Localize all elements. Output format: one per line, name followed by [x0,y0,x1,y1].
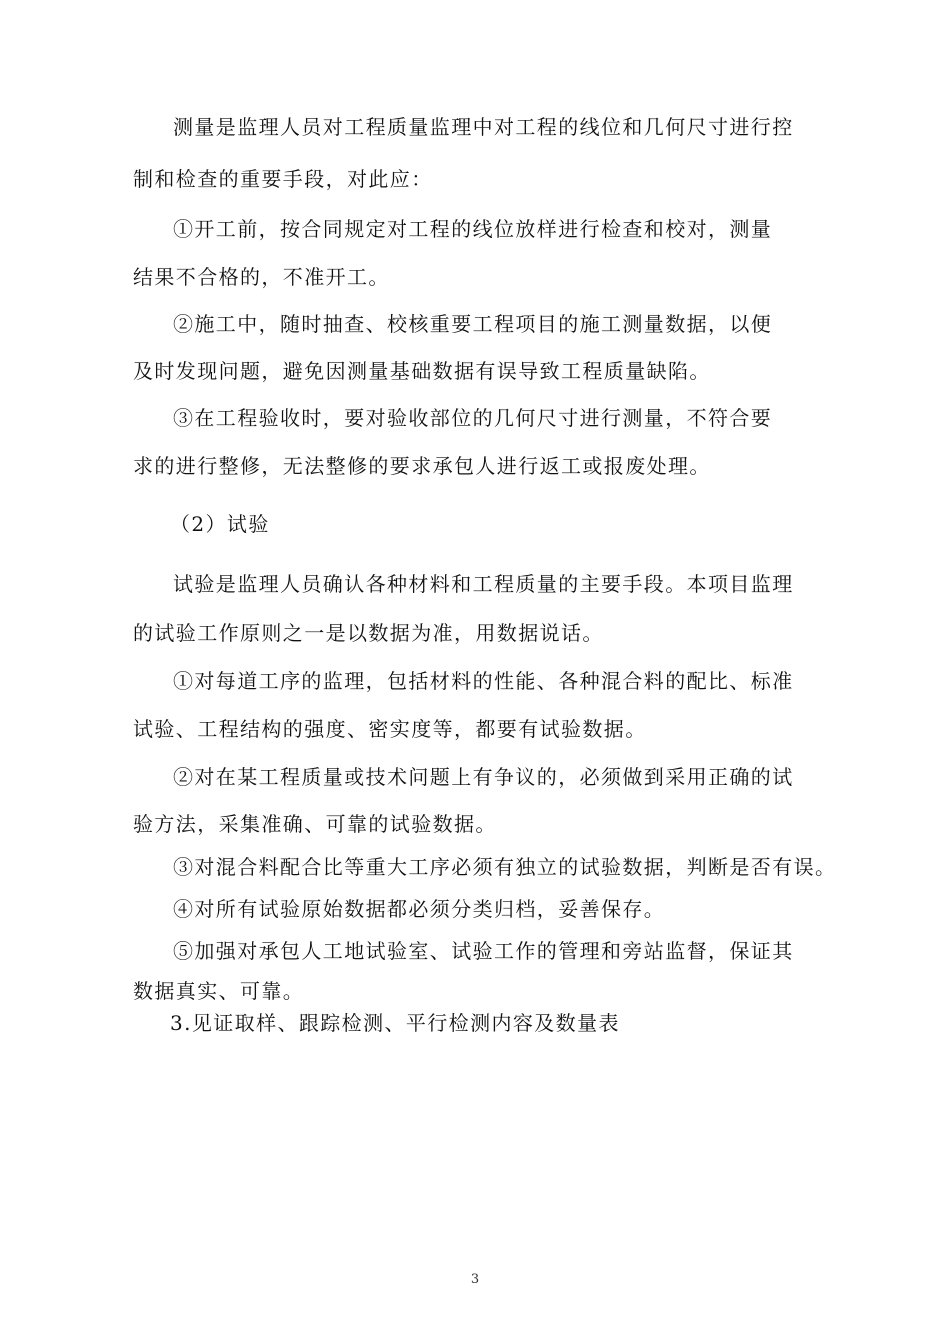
list-item-line: ③在工程验收时，要对验收部位的几何尺寸进行测量，不符合要 [173,406,773,430]
list-item-line: 数据真实、可靠。 [133,979,305,1003]
list-item-line: ③对混合料配合比等重大工序必须有独立的试验数据，判断是否有误。 [173,855,837,879]
list-item-line: 结果不合格的，不准开工。 [133,265,390,289]
page-number: 3 [470,1272,480,1287]
list-item-line: ①对每道工序的监理，包括材料的性能、各种混合料的配比、标准 [173,669,794,693]
list-item-line: ⑤加强对承包人工地试验室、试验工作的管理和旁站监督，保证其 [173,939,794,963]
section-heading: 3.见证取样、跟踪检测、平行检测内容及数量表 [170,1011,620,1035]
list-item-line: ④对所有试验原始数据都必须分类归档，妥善保存。 [173,897,666,921]
list-item-line: 验方法，采集准确、可靠的试验数据。 [133,812,497,836]
paragraph-line: 测量是监理人员对工程质量监理中对工程的线位和几何尺寸进行控 [173,115,794,139]
paragraph-line: 的试验工作原则之一是以数据为准，用数据说话。 [133,621,604,645]
paragraph-line: 试验是监理人员确认各种材料和工程质量的主要手段。本项目监理 [173,572,794,596]
list-item-line: ①开工前，按合同规定对工程的线位放样进行检查和校对，测量 [173,217,773,241]
list-item-line: ②对在某工程质量或技术问题上有争议的，必须做到采用正确的试 [173,765,794,789]
list-item-line: 求的进行整修，无法整修的要求承包人进行返工或报废处理。 [133,454,711,478]
list-item-line: 及时发现问题，避免因测量基础数据有误导致工程质量缺陷。 [133,359,711,383]
list-item-line: 试验、工程结构的强度、密实度等，都要有试验数据。 [133,717,647,741]
paragraph-line: 制和检查的重要手段，对此应： [133,167,433,191]
section-heading: （2）试验 [170,512,270,536]
list-item-line: ②施工中，随时抽查、校核重要工程项目的施工测量数据，以便 [173,312,773,336]
